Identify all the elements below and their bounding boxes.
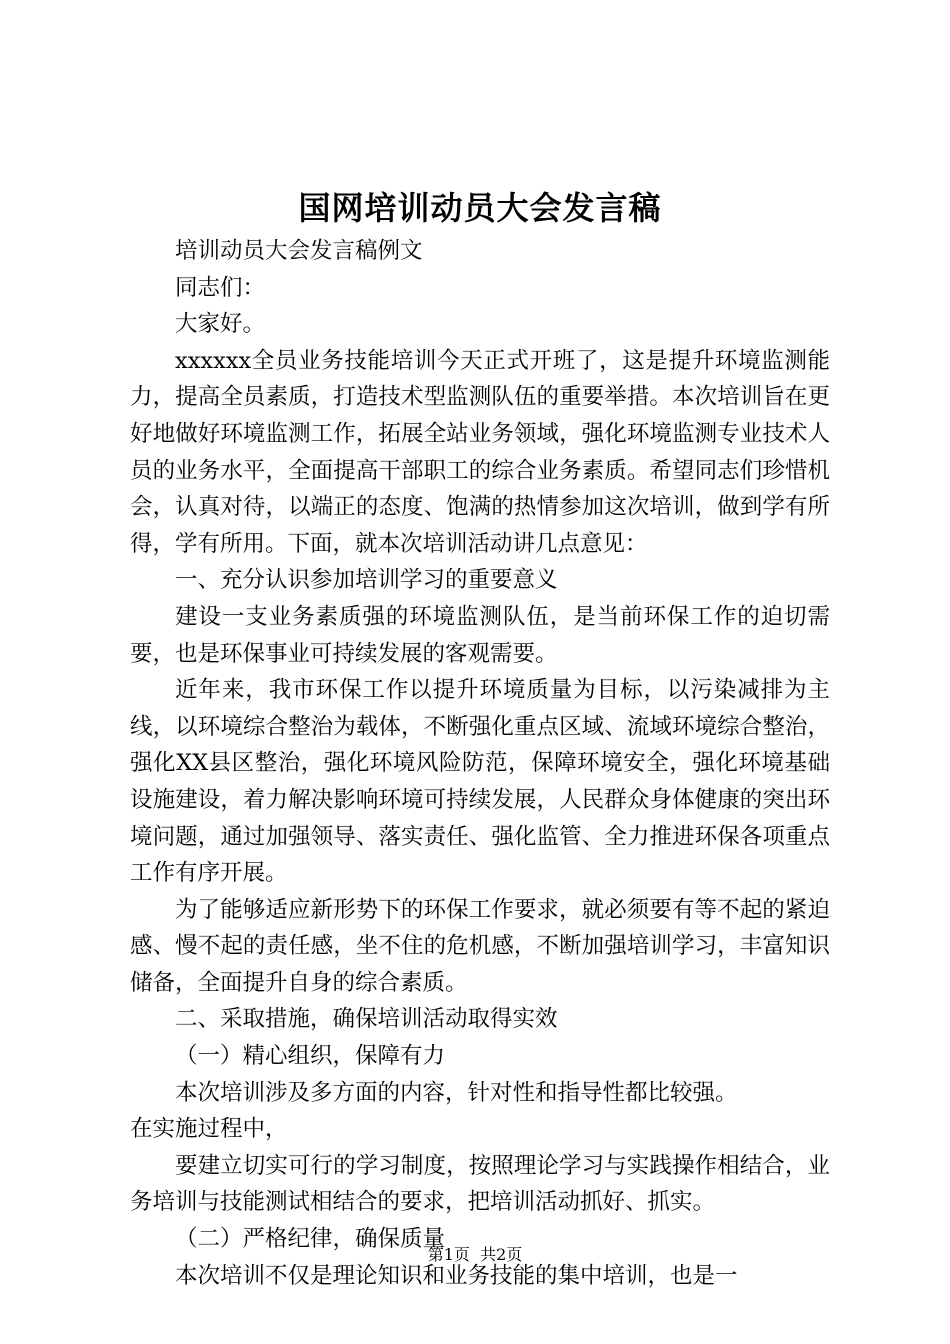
- subsection-heading-1: （一）精心组织，保障有力: [175, 1043, 446, 1070]
- paragraph-greeting: 大家好。: [175, 311, 266, 338]
- paragraph: 建设一支业务素质强的环境监测队伍，是当前环保工作的迫切需要，也是环保事业可持续发展的客观需要。: [130, 603, 830, 667]
- paragraph: 近年来，我市环保工作以提升环境质量为目标，以污染减排为主线，以环境综合整治为载体，不断强化重点区域、流域环境综合整治，强化XX县区整治，强化环境风险防范，保障环境安全，强化环境基础设施建设，着力解决影响环境可持续发展，人民群众身体健康的突出环境问题，通过加强领导、落实责任、强化监管、全力推进环保各项重点工作有序开展。: [130, 677, 830, 887]
- page-total: 共2页: [480, 1245, 523, 1264]
- paragraph: 为了能够适应新形势下的环保工作要求，就必须要有等不起的紧迫感、慢不起的责任感，坐不住的危机感，不断加强培训学习，丰富知识储备，全面提升自身的综合素质。: [130, 896, 830, 996]
- paragraph: 要建立切实可行的学习制度，按照理论学习与实践操作相结合，业务培训与技能测试相结合的要求，把培训活动抓好、抓实。: [130, 1152, 830, 1216]
- page-number: 第1页: [427, 1245, 470, 1264]
- paragraph-subtitle: 培训动员大会发言稿例文: [175, 238, 423, 264]
- paragraph: 本次培训涉及多方面的内容，针对性和指导性都比较强。: [175, 1079, 738, 1106]
- document-body: [130, 233, 830, 1294]
- paragraph: 本次培训不仅是理论知识和业务技能的集中培训，也是一: [175, 1262, 738, 1289]
- paragraph: 在实施过程中，: [130, 1116, 288, 1143]
- paragraph-intro: xxxxxx全员业务技能培训今天正式开班了，这是提升环境监测能力，提高全员素质，打造技术型监测队伍的重要举措。本次培训旨在更好地做好环境监测工作，拓展全站业务领域，强化环境监测专业技术人员的业务水平，全面提高干部职工的综合业务素质。希望同志们珍惜机会，认真对待，以端正的态度、饱满的热情参加这次培训，做到学有所得，学有所用。下面，就本次培训活动讲几点意见：: [130, 347, 830, 557]
- section-heading-1: 一、充分认识参加培训学习的重要意义: [175, 567, 558, 594]
- section-heading-2: 二、采取措施，确保培训活动取得实效: [175, 1006, 558, 1033]
- paragraph-salutation: 同志们：: [175, 274, 266, 301]
- subsection-heading-2: （二）严格纪律，确保质量: [175, 1226, 446, 1253]
- page-title: 国网培训动员大会发言稿: [298, 189, 662, 227]
- page-footer: [0, 1244, 950, 1266]
